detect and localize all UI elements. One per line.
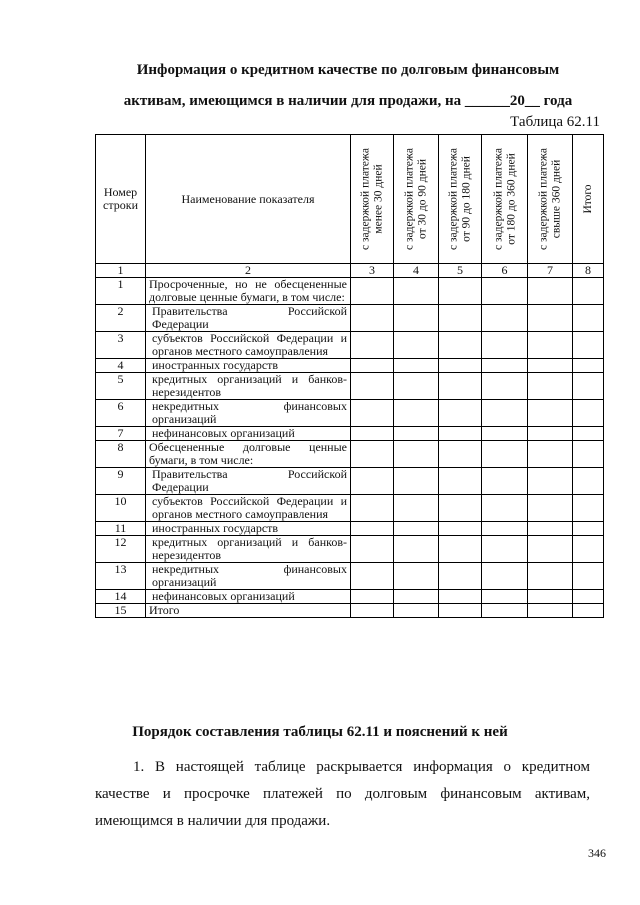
empty-value-cell [439,278,482,305]
empty-value-cell [482,590,528,604]
empty-value-cell [482,278,528,305]
empty-value-cell [482,305,528,332]
empty-value-cell [351,427,394,441]
empty-value-cell [439,590,482,604]
row-number: 5 [96,373,146,400]
column-number: 7 [528,264,573,278]
empty-value-cell [439,427,482,441]
column-number: 6 [482,264,528,278]
row-number: 14 [96,590,146,604]
row-label: кредитных организаций и банков-нерезидентов [146,373,351,400]
empty-value-cell [528,590,573,604]
column-number: 2 [146,264,351,278]
empty-value-cell [439,441,482,468]
paragraph-1: 1. В настоящей таблице раскрывается информация о кредитном качестве и просрочке платежей по долговым финансовым активам, имеющимся в наличии для продажи. [95,759,590,829]
empty-value-cell [573,278,604,305]
empty-value-cell [394,332,439,359]
row-number: 6 [96,400,146,427]
header-delay-180-360-text: с задержкой платежа от 180 до 360 дней [492,148,517,250]
empty-value-cell [528,536,573,563]
empty-value-cell [394,427,439,441]
row-label: субъектов Российской Федерации и органов местного самоуправления [146,332,351,359]
column-number: 1 [96,264,146,278]
row-label: иностранных государств [146,359,351,373]
empty-value-cell [351,563,394,590]
row-number: 12 [96,536,146,563]
row-label: нефинансовых организаций [146,427,351,441]
row-label: Правительства Российской Федерации [146,305,351,332]
empty-value-cell [394,536,439,563]
table-row [96,468,604,495]
column-number-row [96,264,604,278]
empty-value-cell [573,604,604,618]
empty-value-cell [351,468,394,495]
empty-value-cell [528,495,573,522]
header-delay-under-30 [351,135,394,264]
table-row [96,427,604,441]
empty-value-cell [439,563,482,590]
header-delay-30-90-text: с задержкой платежа от 30 до 90 дней [403,148,428,250]
empty-value-cell [439,468,482,495]
page-number: 346 [588,846,606,860]
empty-value-cell [528,468,573,495]
row-label: Итого [146,604,351,618]
empty-value-cell [394,359,439,373]
empty-value-cell [528,359,573,373]
row-label: нефинансовых организаций [146,590,351,604]
column-number: 3 [351,264,394,278]
table-row [96,278,604,305]
empty-value-cell [439,400,482,427]
table-row [96,604,604,618]
header-total-text: Итого [581,184,594,214]
empty-value-cell [394,400,439,427]
row-label: некредитных финансовых организаций [146,400,351,427]
empty-value-cell [573,400,604,427]
empty-value-cell [482,604,528,618]
column-number: 5 [439,264,482,278]
empty-value-cell [482,522,528,536]
empty-value-cell [573,359,604,373]
empty-value-cell [528,400,573,427]
row-number: 9 [96,468,146,495]
empty-value-cell [351,522,394,536]
row-label: иностранных государств [146,522,351,536]
empty-value-cell [482,400,528,427]
empty-value-cell [439,373,482,400]
empty-value-cell [351,400,394,427]
empty-value-cell [394,590,439,604]
header-delay-30-90 [394,135,439,264]
empty-value-cell [573,590,604,604]
empty-value-cell [573,522,604,536]
header-delay-over-360-text: с задержкой платежа свыше 360 дней [537,148,562,250]
table-row [96,590,604,604]
empty-value-cell [528,604,573,618]
empty-value-cell [439,495,482,522]
row-number: 3 [96,332,146,359]
header-total [573,135,604,264]
row-label: Правительства Российской Федерации [146,468,351,495]
row-number: 4 [96,359,146,373]
empty-value-cell [351,604,394,618]
header-row-number: Номер строки [96,135,146,264]
table-row [96,522,604,536]
empty-value-cell [394,441,439,468]
empty-value-cell [482,563,528,590]
empty-value-cell [573,332,604,359]
section-title: Порядок составления таблицы 62.11 и пояснений к ней [132,724,508,740]
table-row [96,400,604,427]
empty-value-cell [351,536,394,563]
empty-value-cell [573,495,604,522]
empty-value-cell [528,522,573,536]
empty-value-cell [573,305,604,332]
document-title-line-2: активам, имеющимся в наличии для продажи, на ______20__ года [123,93,573,109]
table-row [96,373,604,400]
header-delay-90-180 [439,135,482,264]
empty-value-cell [528,427,573,441]
row-number: 8 [96,441,146,468]
row-label: субъектов Российской Федерации и органов местного самоуправления [146,495,351,522]
empty-value-cell [528,278,573,305]
empty-value-cell [528,373,573,400]
table-row [96,563,604,590]
empty-value-cell [573,536,604,563]
row-number: 13 [96,563,146,590]
row-label: некредитных финансовых организаций [146,563,351,590]
empty-value-cell [394,563,439,590]
empty-value-cell [573,468,604,495]
empty-value-cell [482,495,528,522]
empty-value-cell [482,332,528,359]
empty-value-cell [351,495,394,522]
row-label: кредитных организаций и банков-нерезидентов [146,536,351,563]
row-number: 15 [96,604,146,618]
empty-value-cell [573,563,604,590]
empty-value-cell [482,536,528,563]
empty-value-cell [482,468,528,495]
empty-value-cell [439,522,482,536]
table-row [96,441,604,468]
empty-value-cell [439,305,482,332]
empty-value-cell [439,604,482,618]
empty-value-cell [351,359,394,373]
row-number: 7 [96,427,146,441]
empty-value-cell [351,590,394,604]
empty-value-cell [394,468,439,495]
empty-value-cell [351,441,394,468]
empty-value-cell [394,604,439,618]
empty-value-cell [482,441,528,468]
empty-value-cell [528,332,573,359]
empty-value-cell [394,278,439,305]
table-row [96,359,604,373]
table-row [96,495,604,522]
header-indicator-name: Наименование показателя [146,135,351,264]
empty-value-cell [439,332,482,359]
header-delay-under-30-text: с задержкой платежа менее 30 дней [359,148,384,250]
table-row [96,305,604,332]
empty-value-cell [482,359,528,373]
row-number: 2 [96,305,146,332]
row-number: 11 [96,522,146,536]
empty-value-cell [439,536,482,563]
column-number: 8 [573,264,604,278]
empty-value-cell [394,522,439,536]
empty-value-cell [351,278,394,305]
empty-value-cell [528,563,573,590]
empty-value-cell [351,373,394,400]
document-title-line-1: Информация о кредитном качестве по долговым финансовым [136,62,560,78]
empty-value-cell [573,427,604,441]
row-number: 1 [96,278,146,305]
table-number: Таблица 62.11 [510,114,600,130]
row-label: Просроченные, но не обесцененные долговые ценные бумаги, в том числе: [146,278,351,305]
row-label: Обесцененные долговые ценные бумаги, в том числе: [146,441,351,468]
table-header-row [96,135,604,264]
header-delay-over-360 [528,135,573,264]
empty-value-cell [528,305,573,332]
column-number: 4 [394,264,439,278]
empty-value-cell [439,359,482,373]
empty-value-cell [394,373,439,400]
empty-value-cell [573,441,604,468]
table-row [96,332,604,359]
credit-quality-table [95,134,604,618]
empty-value-cell [482,427,528,441]
empty-value-cell [528,441,573,468]
row-number: 10 [96,495,146,522]
header-delay-90-180-text: с задержкой платежа от 90 до 180 дней [447,148,472,250]
table-row [96,536,604,563]
empty-value-cell [394,495,439,522]
header-delay-180-360 [482,135,528,264]
empty-value-cell [482,373,528,400]
empty-value-cell [351,332,394,359]
empty-value-cell [394,305,439,332]
empty-value-cell [351,305,394,332]
empty-value-cell [573,373,604,400]
